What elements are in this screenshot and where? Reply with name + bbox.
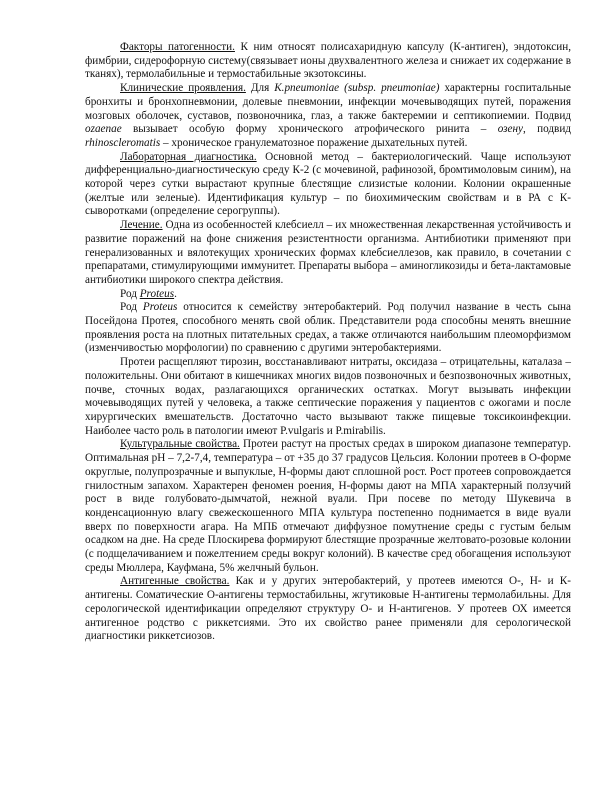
paragraph-text: К ним относят полисахаридную капсулу (К-антиген), эндотоксин, фимбрии, сидерофорную систему(связывает ионы двухвалентного железа и снижает их содержание в тканях), термолабильные и термостабильные экзотоксины. bbox=[85, 41, 571, 81]
paragraph-text: Одна из особенностей клебсиелл – их множественная лекарственная устойчивость и развитие поражений на фоне снижения резистентности организма. Антибиотики применяют при генерализованных и вялотекущих хронических формах клебсиеллезов, как правило, в сочетании с препаратами, стимулирующими иммунитет. Препараты выбора – аминогликозиды и бета-лактамовые антибиотики широкого спектра действия. bbox=[85, 219, 571, 286]
paragraph-proteus-intro bbox=[85, 301, 571, 356]
disease-name: озену bbox=[497, 123, 523, 136]
subspecies-name: ozaenae bbox=[85, 123, 122, 136]
paragraph-text: Для bbox=[245, 82, 275, 95]
section-heading-antigenic: Антигенные свойства. bbox=[120, 575, 230, 588]
paragraph-text: – хроническое гранулематозное поражение дыхательных путей. bbox=[160, 136, 468, 149]
genus-name: Proteus bbox=[142, 301, 178, 314]
paragraph-pathogenicity-factors bbox=[85, 41, 571, 82]
paragraph-lab-diagnostics bbox=[85, 151, 571, 220]
subspecies-name: rhinoscleromatis bbox=[85, 136, 161, 149]
paragraph-text: Протеи растут на простых средах в широком диапазоне температур. Оптимальная pH – 7,2-7,4, температура – от +35 до 37 градусов Цельсия. Колонии протеев в О-форме округлые, полупрозрачные и выпуклые, Н-формы дают сплошной рост. Рост протеев сопровождается гнилостным запахом. Характерен феномен роения, Н-формы дают на МПА характерный ползучий рост в виде голубовато-дымчатой, нежной вуали. При посеве по методу Шукевича в конденсационную влагу свежескошенного МПА культура постепенно поднимается в виде вуали вверх по поверхности агара. На МПБ отмечают диффузное помутнение среды с густым белым осадком на дне. На среде Плоскирева формируют блестящие прозрачные желтовато-розовые колонии (с подщелачиванием и пожелтением среды вокруг колоний). В качестве сред обогащения используют среды Мюллера, Кауфмана, 5% желчный бульон. bbox=[85, 438, 571, 574]
section-heading-cultural: Культуральные свойства. bbox=[120, 438, 240, 451]
paragraph-cultural-properties bbox=[85, 438, 571, 575]
section-heading-treatment: Лечение. bbox=[120, 219, 163, 232]
paragraph-text: Как и у других энтеробактерий, у протеев имеются О-, Н- и К-антигены. Соматические О-антигены термостабильны, жгутиковые Н-антигены термолабильны. Для серологической идентификации определяют структуру О- и Н-антигенов. У протеев ОХ имеется антигенное родство с риккетсиями. Это их свойство ранее применяли для серологической диагностики риккетсиозов. bbox=[85, 575, 571, 643]
paragraph-prefix: Род bbox=[120, 301, 143, 314]
genus-name: Proteus bbox=[139, 287, 175, 300]
genus-heading-proteus bbox=[85, 288, 571, 302]
section-heading-clinical: Клинические проявления. bbox=[120, 82, 246, 95]
species-name: K.pneumoniae (subsp. pneumoniae) bbox=[274, 82, 440, 95]
paragraph-antigenic-properties bbox=[85, 575, 571, 644]
section-heading-pathogenicity: Факторы патогенности. bbox=[120, 41, 235, 53]
paragraph-text: вызывает особую форму хронического атрофического ринита – bbox=[121, 123, 498, 136]
section-heading-lab-diagnostics: Лабораторная диагностика. bbox=[120, 150, 257, 163]
paragraph-clinical-manifestations bbox=[85, 82, 571, 151]
paragraph-proteus-properties bbox=[85, 356, 571, 438]
paragraph-text: , подвид bbox=[523, 123, 571, 136]
paragraph-treatment bbox=[85, 219, 571, 288]
paragraph-text: относится к семейству энтеробактерий. Род получил название в честь сына Посейдона Протея, способного менять свой облик. Представители рода способны менять внешние проявления роста на плотных питательных средах, а также отличаются наибольшим плеоморфизмом (изменчивостью морфологии) по сравнению с другими энтеробактериями. bbox=[85, 301, 572, 355]
heading-prefix: Род bbox=[120, 287, 140, 300]
paragraph-text: Основной метод – бактериологический. Чаще используют дифференциально-диагностическую среду К-2 (с мочевиной, рафинозой, бромтимоловым синим), на которой через сутки вырастают крупные блестящие слизистые колонии. Колонии окрашенные (желтые или зеленые). Идентификация культур – по биохимическим свойствам и в РА с К-сыворотками (определение серогруппы). bbox=[85, 150, 571, 218]
paragraph-text: характерны госпитальные бронхиты и бронхопневмонии, долевые пневмонии, инфекции мочевыводящих путей, поражения мозговых оболочек, суставов, позвоночника, глаз, а также бактеремии и септикопиемии. Подвид bbox=[85, 82, 572, 122]
document-page bbox=[85, 41, 571, 644]
paragraph-text: Протеи расщепляют тирозин, восстанавливают нитраты, оксидаза – отрицательны, каталаза – положительны. Они обитают в кишечниках многих видов позвоночных и безпозвоночных животных, почве, сточных водах, разлагающихся органических остатках. Могут вызывать инфекции мочевыводящих путей у человека, а также септические поражения у пациентов с ожогами и после хирургических вмешательств. Достаточно часто вызывают также пищевые токсикоинфекции. Наиболее часто роль в патологии имеют P.vulgaris и P.mirabilis. bbox=[85, 356, 571, 437]
heading-suffix: . bbox=[174, 287, 177, 300]
